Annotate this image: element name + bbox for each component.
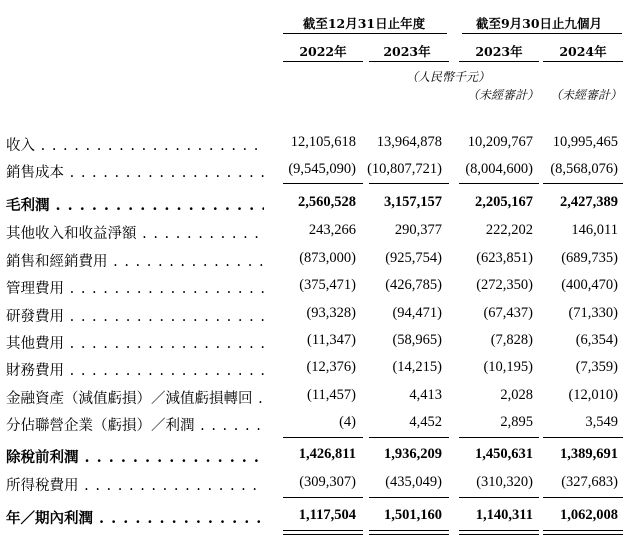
cell-other-income-2023: 290,377: [394, 222, 442, 238]
subtotal-rule: [369, 183, 449, 184]
subtotal-rule: [283, 497, 363, 498]
subtotal-rule: [543, 437, 623, 438]
unaudited-note-col4: （未經審計）: [549, 88, 622, 102]
period-header-nine-months: 截至9月30日止九個月: [475, 16, 603, 31]
row-label-income-tax: 所得稅費用 . . .: [6, 474, 264, 495]
year-rule: [283, 61, 363, 62]
subtotal-rule: [459, 497, 539, 498]
row-label-other-expenses: 其他費用 . . .: [6, 332, 264, 353]
cell-other-expenses-9m2024: (6,354): [575, 332, 618, 348]
cell-profit-before-tax-2023: 1,936,209: [384, 446, 442, 462]
year-rule: [369, 61, 449, 62]
subtotal-rule: [543, 497, 623, 498]
cell-gross-profit-9m2023: 2,205,167: [475, 194, 533, 210]
cell-finance-costs-9m2024: (7,359): [575, 359, 618, 375]
cell-rnd-expenses-2023: (94,471): [392, 305, 442, 321]
cell-admin-expenses-2022: (375,471): [299, 277, 356, 293]
row-label-finance-costs: 財務費用 . . .: [6, 359, 264, 380]
cell-admin-expenses-9m2023: (272,350): [476, 277, 533, 293]
row-label-revenue: 收入 . . .: [6, 134, 264, 155]
cell-impairment-9m2023: 2,028: [500, 387, 533, 403]
row-label-other-income: 其他收入和收益淨額 . . .: [6, 222, 264, 243]
cell-profit-before-tax-2022: 1,426,811: [298, 446, 356, 462]
cell-revenue-9m2023: 10,209,767: [467, 134, 533, 150]
subtotal-rule: [369, 437, 449, 438]
cell-selling-expenses-2022: (873,000): [299, 250, 356, 266]
period-header-fiscal-year: 截至12月31日止年度: [302, 16, 426, 31]
row-label-gross-profit: 毛利潤 . . .: [6, 194, 264, 215]
cell-profit-for-period-9m2023: 1,140,311: [475, 507, 533, 523]
row-label-profit-for-period: 年／期內利潤 . . .: [6, 507, 264, 528]
total-double-rule: [369, 530, 449, 535]
year-header-col2: 2023年: [383, 44, 431, 59]
cell-profit-for-period-9m2024: 1,062,008: [560, 507, 618, 523]
cell-share-of-associates-9m2024: 3,549: [585, 414, 618, 430]
row-label-selling-expenses: 銷售和經銷費用 . . .: [6, 250, 264, 271]
cell-share-of-associates-2022: (4): [339, 414, 356, 430]
cell-revenue-2023: 13,964,878: [376, 134, 442, 150]
cell-income-tax-2022: (309,307): [299, 474, 356, 490]
subtotal-rule: [283, 437, 363, 438]
unaudited-note-col3: （未經審計）: [466, 88, 539, 102]
subtotal-rule: [459, 437, 539, 438]
cell-finance-costs-2023: (14,215): [392, 359, 442, 375]
year-header-col1: 2022年: [299, 44, 347, 59]
cell-impairment-2022: (11,457): [307, 387, 356, 403]
year-rule: [543, 61, 623, 62]
row-label-profit-before-tax: 除稅前利潤 . . .: [6, 446, 264, 467]
cell-other-income-9m2024: 146,011: [571, 222, 618, 238]
header-rule: [283, 33, 447, 34]
subtotal-rule: [283, 183, 363, 184]
cell-gross-profit-9m2024: 2,427,389: [560, 194, 618, 210]
cell-revenue-2022: 12,105,618: [290, 134, 356, 150]
currency-unit-note: （人民幣千元）: [405, 70, 490, 84]
cell-profit-before-tax-9m2024: 1,389,691: [560, 446, 618, 462]
cell-gross-profit-2023: 3,157,157: [384, 194, 442, 210]
cell-finance-costs-9m2023: (10,195): [483, 359, 533, 375]
cell-gross-profit-2022: 2,560,528: [298, 194, 356, 210]
cell-other-expenses-9m2023: (7,828): [490, 332, 533, 348]
cell-other-expenses-2022: (11,347): [307, 332, 356, 348]
cell-impairment-9m2024: (12,010): [568, 387, 618, 403]
row-label-share-of-associates: 分佔聯營企業（虧損）／利潤 . . .: [6, 414, 264, 435]
year-rule: [459, 61, 539, 62]
cell-profit-for-period-2022: 1,117,504: [298, 507, 356, 523]
cell-income-tax-9m2024: (327,683): [561, 474, 618, 490]
cell-selling-expenses-9m2024: (689,735): [561, 250, 618, 266]
subtotal-rule: [459, 183, 539, 184]
cell-cost-of-sales-2022: (9,545,090): [288, 161, 356, 177]
cell-cost-of-sales-9m2024: (8,568,076): [550, 161, 618, 177]
cell-rnd-expenses-9m2023: (67,437): [483, 305, 533, 321]
cell-cost-of-sales-9m2023: (8,004,600): [465, 161, 533, 177]
cell-finance-costs-2022: (12,376): [306, 359, 356, 375]
cell-share-of-associates-9m2023: 2,895: [500, 414, 533, 430]
header-rule: [462, 33, 622, 34]
year-header-col3: 2023年: [475, 44, 523, 59]
cell-other-income-2022: 243,266: [308, 222, 356, 238]
subtotal-rule: [369, 497, 449, 498]
row-label-admin-expenses: 管理費用 . . .: [6, 277, 264, 298]
total-double-rule: [283, 530, 363, 535]
year-header-col4: 2024年: [559, 44, 607, 59]
cell-other-income-9m2023: 222,202: [485, 222, 533, 238]
cell-profit-for-period-2023: 1,501,160: [384, 507, 442, 523]
cell-income-tax-9m2023: (310,320): [476, 474, 533, 490]
cell-impairment-2023: 4,413: [409, 387, 442, 403]
cell-other-expenses-2023: (58,965): [392, 332, 442, 348]
total-double-rule: [543, 530, 623, 535]
subtotal-rule: [543, 183, 623, 184]
cell-admin-expenses-9m2024: (400,470): [561, 277, 618, 293]
row-label-impairment: 金融資產（減值虧損）／減值虧損轉回 . . .: [6, 387, 264, 408]
cell-selling-expenses-9m2023: (623,851): [476, 250, 533, 266]
row-label-rnd-expenses: 研發費用 . . .: [6, 305, 264, 326]
row-label-cost-of-sales: 銷售成本 . . .: [6, 161, 264, 182]
cell-income-tax-2023: (435,049): [385, 474, 442, 490]
cell-revenue-9m2024: 10,995,465: [552, 134, 618, 150]
cell-profit-before-tax-9m2023: 1,450,631: [475, 446, 533, 462]
cell-cost-of-sales-2023: (10,807,721): [367, 161, 442, 177]
cell-share-of-associates-2023: 4,452: [409, 414, 442, 430]
cell-selling-expenses-2023: (925,754): [385, 250, 442, 266]
cell-rnd-expenses-9m2024: (71,330): [568, 305, 618, 321]
total-double-rule: [459, 530, 539, 535]
cell-admin-expenses-2023: (426,785): [385, 277, 442, 293]
cell-rnd-expenses-2022: (93,328): [306, 305, 356, 321]
